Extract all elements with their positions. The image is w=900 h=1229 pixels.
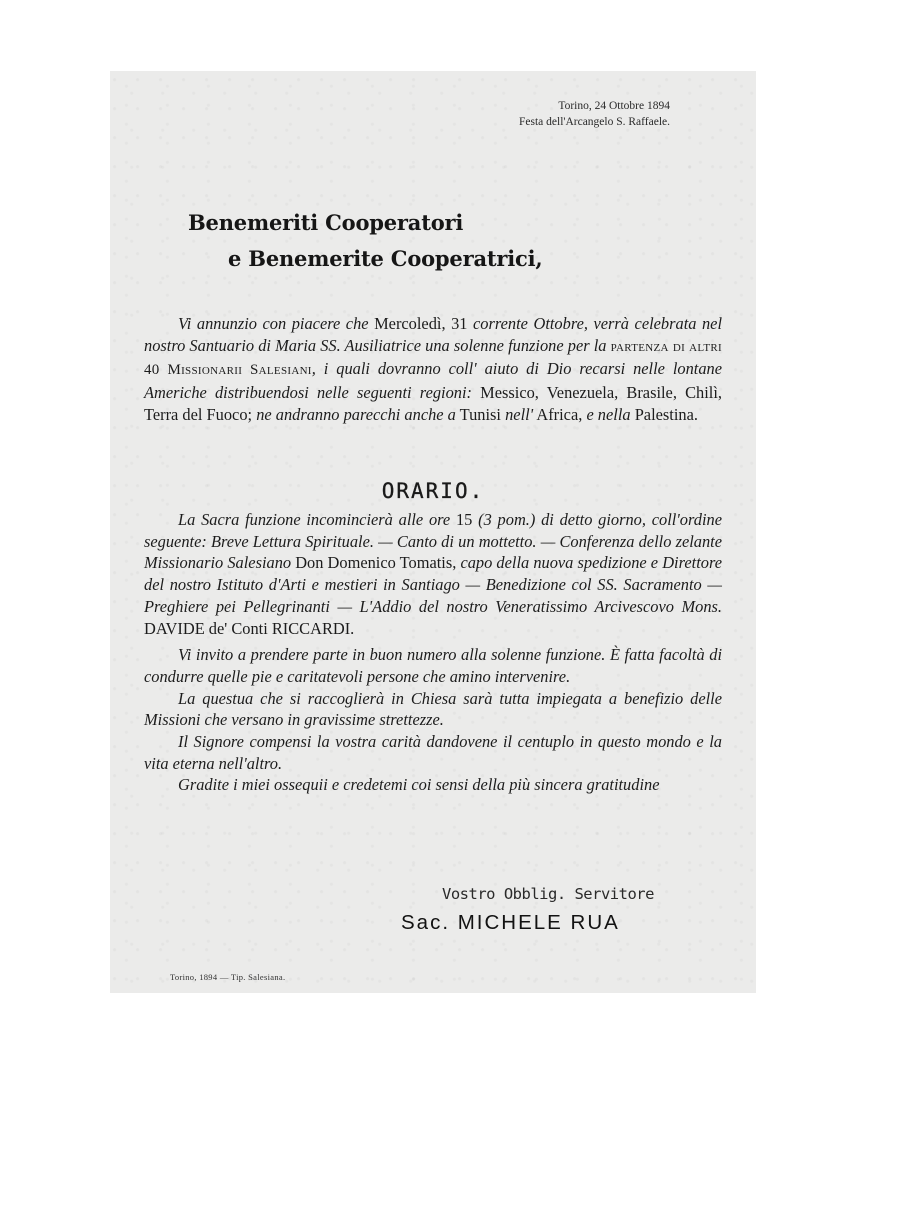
text-run: nell' bbox=[505, 404, 534, 424]
text-run: Tunisi bbox=[455, 404, 506, 424]
invitation-paragraph: Vi invito a prendere parte in buon numero alla solenne funzione. È fatta facoltà di condurre quelle pie e caritatevoli persone che amino intervenire. bbox=[144, 645, 722, 686]
text-run: Mercoledì, 31 bbox=[368, 314, 474, 333]
text-run: capo della nuova spedizione e Direttore del nostro Istituto d'Arti e mestieri in Santiago — Benedizione col SS. Sacramento — Preghiere pei Pellegrinanti — L'Addio del nostro Veneratissimo Arcivescovo Mons. bbox=[144, 553, 722, 616]
announcement-paragraph bbox=[144, 313, 722, 426]
schedule-paragraphs bbox=[144, 509, 722, 796]
document-page bbox=[110, 71, 756, 993]
text-run: DAVIDE de' Conti RICCARDI. bbox=[144, 618, 355, 638]
date-line: Torino, 24 Ottobre 1894 bbox=[558, 100, 670, 112]
text-run: Palestina. bbox=[630, 404, 698, 424]
blessing-paragraph: Il Signore compensi la vostra carità dandovene il centuplo in questo mondo e la vita eterna nell'altro. bbox=[144, 732, 722, 773]
feast-line: Festa dell'Arcangelo S. Raffaele. bbox=[519, 116, 670, 128]
text-run: ne andranno parecchi anche a bbox=[256, 404, 456, 424]
text-run: La Sacra funzione incomincierà alle ore bbox=[178, 510, 451, 529]
signature: Sac. MICHELE RUA bbox=[401, 911, 620, 934]
text-run: 15 bbox=[450, 510, 479, 529]
closing-formula: Vostro Obblig. Servitore bbox=[442, 885, 654, 903]
text-run: Don Domenico Tomatis, bbox=[291, 553, 461, 573]
salutation-line-1: Benemeriti Cooperatori bbox=[188, 210, 464, 235]
text-run: partenza di altri 40 Missionarii Salesiani bbox=[144, 338, 722, 379]
text-run: Vi annunzio con piacere che bbox=[178, 314, 369, 333]
salutation bbox=[188, 205, 688, 277]
printer-imprint: Torino, 1894 — Tip. Salesiana. bbox=[170, 972, 286, 982]
greeting-paragraph: Gradite i miei ossequii e credetemi coi sensi della più sincera gratitudine bbox=[178, 775, 660, 795]
text-run: Messico, Venezuela, Brasile, Chilì, Terra del Fuoco; bbox=[144, 383, 722, 424]
orario-heading: ORARIO. bbox=[381, 479, 485, 503]
text-run: e nella bbox=[586, 404, 631, 424]
date-block bbox=[519, 98, 670, 130]
text-run: (3 pom.) di detto giorno, coll'ordine seguente: Breve Lettura Spirituale. — Canto di un mottetto. — Conferenza dello zelante Missionario Salesiano bbox=[144, 510, 722, 573]
text-run: Africa, bbox=[533, 404, 587, 424]
text-run: corrente Ottobre, verrà celebrata nel nostro Santuario di Maria SS. Ausiliatrice una solenne funzione per la bbox=[144, 314, 723, 355]
text-run: , i quali dovranno coll' aiuto di Dio recarsi nelle lontane Americhe distribuendosi nelle seguenti regioni: bbox=[144, 359, 722, 403]
collection-paragraph: La questua che si raccoglierà in Chiesa sarà tutta impiegata a benefizio delle Missioni che versano in gravissime strettezze. bbox=[144, 688, 722, 730]
salutation-line-2: e Benemerite Cooperatrici, bbox=[228, 246, 543, 271]
